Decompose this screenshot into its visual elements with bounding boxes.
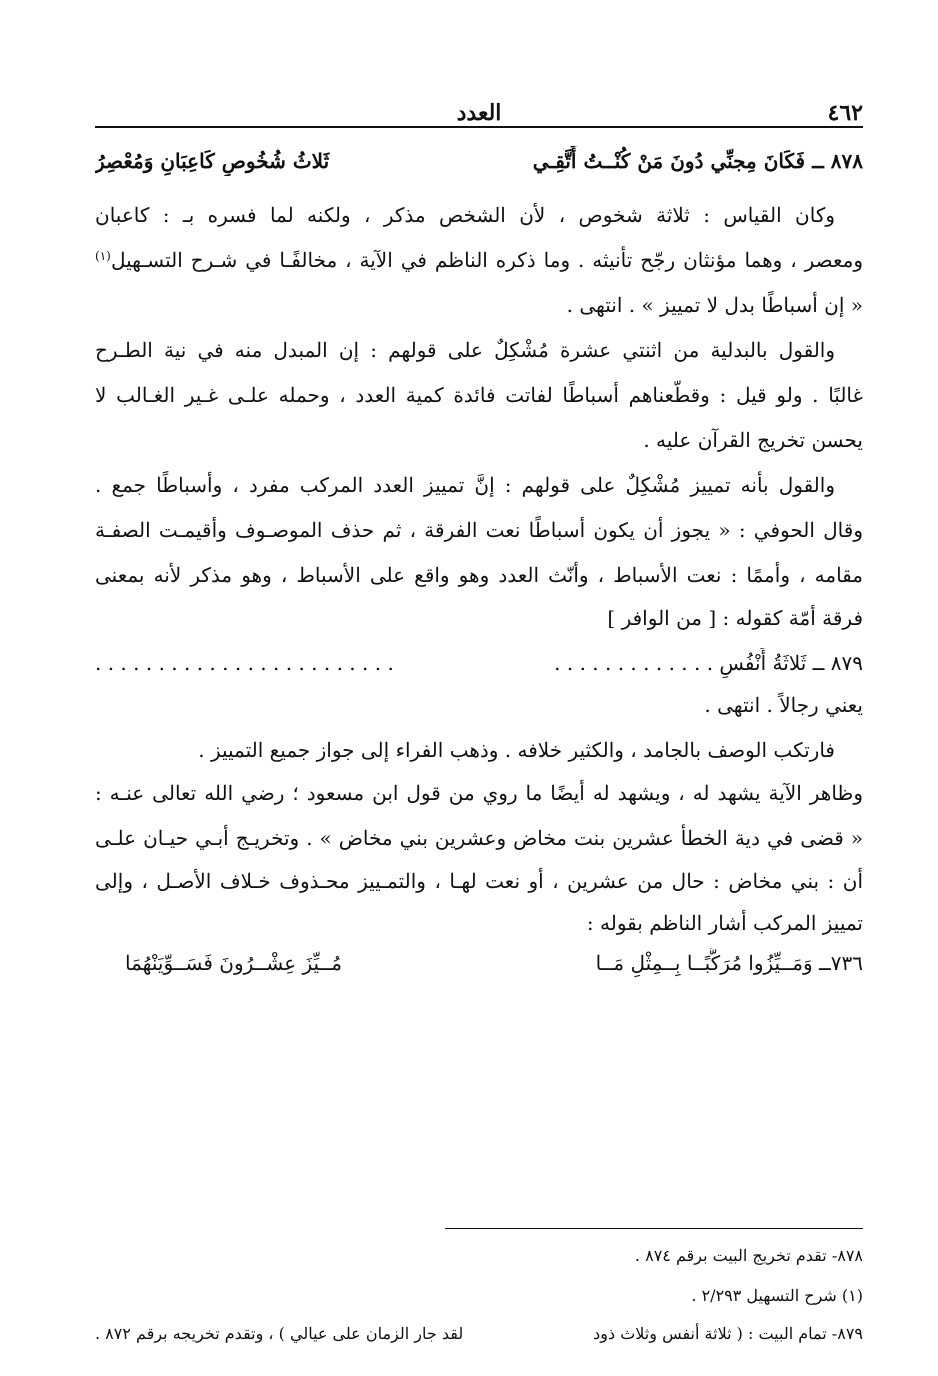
paragraph-line: مقامه ، وأممًا : نعت الأسباط ، وأنّث العدد وهو واقع على الأسباط ، وهو مذكر لأنه بمعنى [95, 563, 863, 587]
verse-878 [95, 146, 863, 176]
paragraph-line: وكان القياس : ثلاثة شخوص ، لأن الشخص مذكر ، ولكنه لما فسره بـ : كاعبان [95, 203, 835, 227]
paragraph-line: وظاهر الآية يشهد له ، ويشهد له أيضًا ما روي من قول ابن مسعود ؛ رضي الله تعالى عنـه : [95, 781, 863, 805]
paragraph-line-with-footnote [95, 245, 863, 275]
footnote-879-text-b: لقد جار الزمان على عيالي ) ، وتقدم تخريجه برقم ٨٧٢ . [95, 1324, 464, 1343]
footnote-marker: (١) [95, 249, 111, 263]
chapter-title: العدد [456, 100, 502, 126]
verse-878-first-hemistich: ٨٧٨ ــ فَكَانَ مِجنِّي دُونَ مَنْ كُنْــتُ أَتَّقِـي [532, 149, 863, 173]
paragraph-line: غالبًا . ولو قيل : وقطّعناهم أسباطًا لفاتت فائدة كمية العدد ، وحمله علـى غـير الغـالب لا [95, 383, 863, 407]
paragraph-line: والقول بالبدلية من اثنتي عشرة مُشْكِلٌ على قولهم : إن المبدل منه في نية الطـرح [95, 338, 835, 362]
footnote-1 [95, 1284, 863, 1308]
verse-879 [95, 648, 863, 678]
verse-879-second-hemistich: . . . . . . . . . . . . . . . . . . . . . . . . [95, 651, 394, 675]
paragraph-line: تمييز المركب أشار الناظم بقوله : [586, 911, 863, 935]
verse-879-first-hemistich: ٨٧٩ ــ ثَلاثَةُ أَنْفُسٍ . . . . . . . . . . . . . [554, 651, 863, 675]
page-number: ٤٦٢ [827, 100, 863, 126]
paragraph-line: فارتكب الوصف بالجامد ، والكثير خلافه . وذهب الفراء إلى جواز جميع التمييز . [198, 738, 835, 762]
verse-736 [95, 948, 863, 978]
footnote-879-text-a: ٨٧٩- تمام البيت : ( ثلاثة أنفس وثلاث ذود [593, 1324, 863, 1343]
verse-736-first-hemistich: ٧٣٦ــ وَمَــيِّزُوا مُرَكَّبًــا بِــمِثْلِ مَــا [595, 951, 863, 975]
paragraph-line: أن : بني مخاض : حال من عشرين ، أو نعت لهـا ، والتمـييز محـذوف خـلاف الأصـل ، وإلى [95, 869, 863, 893]
footnote-878 [95, 1244, 863, 1268]
paragraph-line: فرقة أمّة كقوله : [ من الوافر ] [607, 606, 863, 630]
paragraph-line: وقال الحوفي : « يجوز أن يكون أسباطًا نعت الفرقة ، ثم حذف الموصـوف وأقيمـت الصفـة [95, 518, 863, 542]
paragraph-line: « قضى في دية الخطأ عشرين بنت مخاض وعشرين بني مخاض » . وتخريـج أبـي حيـان علـى [95, 826, 863, 850]
paragraph-line: « إن أسباطًا بدل لا تمييز » . انتهى . [566, 293, 863, 317]
footnote-878-text: ٨٧٨- تقدم تخريج البيت برقم ٨٧٤ . [634, 1246, 863, 1265]
verse-878-second-hemistich: ثَلاثُ شُخُوصٍ كَاعِبَانِ وَمُعْصِرُ [95, 149, 330, 173]
paragraph-line: يحسن تخريج القرآن عليه . [643, 428, 863, 452]
page-header [95, 100, 863, 128]
paragraph-line: والقول بأنه تمييز مُشْكِلٌ على قولهم : إنَّ تمييز العدد المركب مفرد ، وأسباطًا جمع . [95, 473, 835, 497]
paragraph-line-text: ومعصر ، وهما مؤنثان رجّح تأنيثه . وما ذكره الناظم في الآية ، مخالفًـا في شـرح التسـهيل [111, 248, 863, 272]
verse-736-second-hemistich: مُــيِّزَ عِشْــرُونَ فَسَــوِّيَنْهُمَا [125, 951, 343, 975]
header-rule [95, 126, 863, 128]
footnote-1-text: (١) شرح التسهيل ٢/٢٩٣ . [691, 1286, 863, 1305]
footnote-rule [445, 1228, 863, 1229]
paragraph-line: يعني رجالاً . انتهى . [704, 693, 863, 717]
footnote-879 [95, 1322, 863, 1346]
